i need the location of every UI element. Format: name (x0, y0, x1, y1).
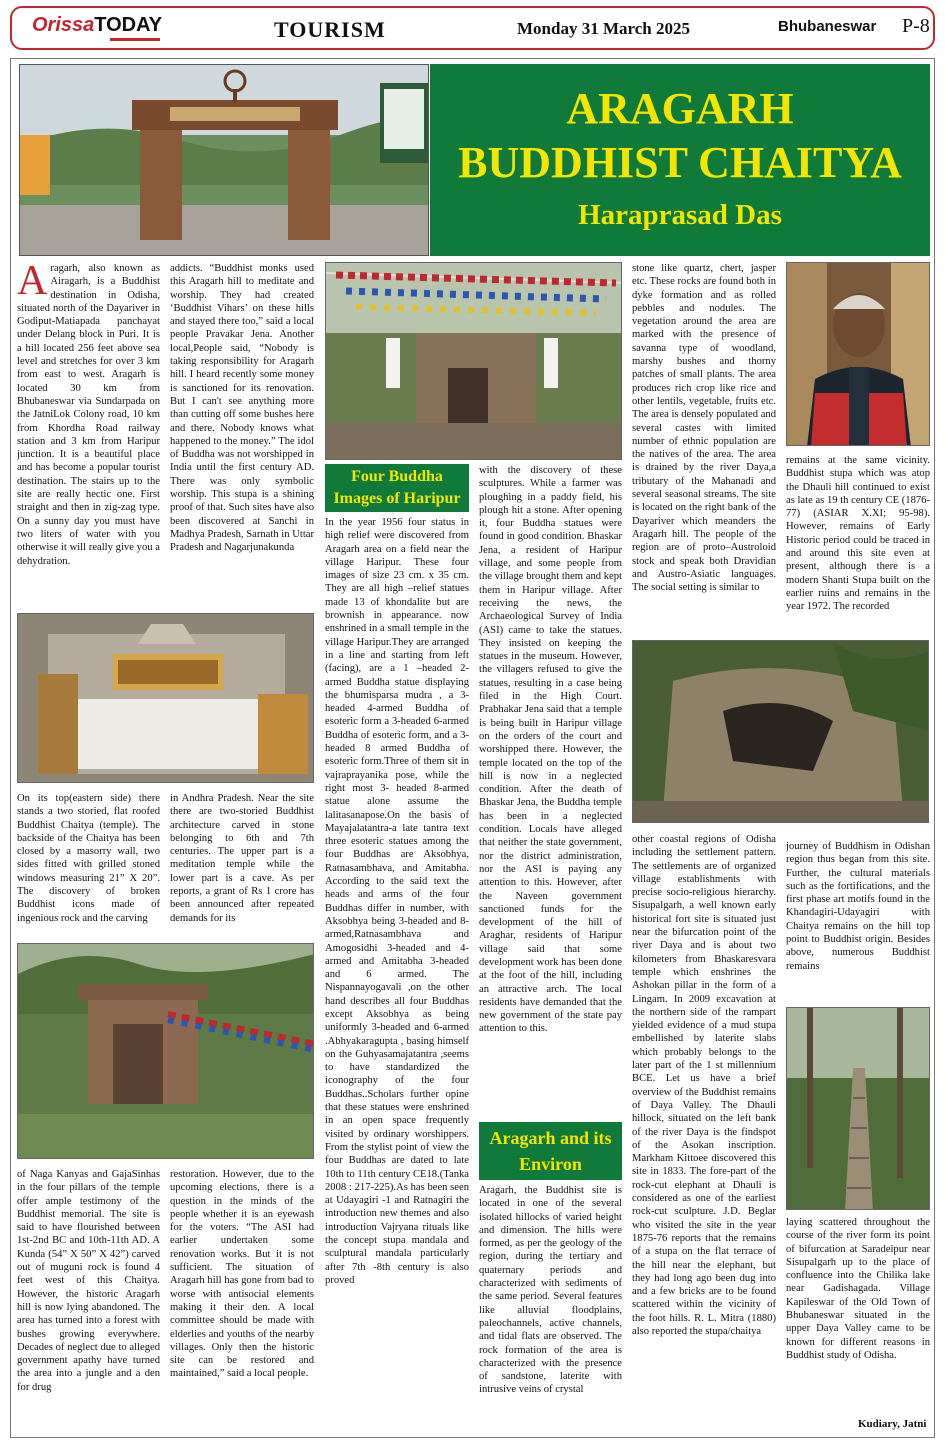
chaitya-ruin-photo (17, 943, 314, 1159)
body-text: ragarh, also known as Airagarh, is a Buddhist destination in Odisha, situated north of the Dayariver in Godiput-Matiapada panchayat under Delang block in Puri. It is a hill located 256 feet above sea level and stretches for over 3 km from east to west. Aragarh is located 30 km from Bhubaneswar via Sundarpada on the JatniLok Colony road, 10 km from Khordha Road railway station and 3 km from Haripur junction. It is a beautiful place and has become a popular tourist destination. The stairs up to the site are really hectic one. First straight and then in zig-zag type. On a sunny day you must have two liters of water with you otherwise it will really give you a dehydration. (17, 263, 160, 567)
body-col5-top: stone like quartz, chert, jasper etc. These rocks are found both in dyke formation and as rolled pebbles and nodules. The vegetation around the area are marked with the presence of savanna type of woodland, marshy bushes and thorny patches of small plants. The area produces rich crop like rice and other lentils, vegetable, fruits etc. The area is densely populated and several castes with limited number of ethnic population are the natives of the area. The area is drained by the river Daya,a tributary of the Mahanadi and several seasonal streams. The site is located on the right bank of the Dayariver which meanders the Aragarh hill. The people of the region are of proto–Austroloid stock and speak both Dravidian and Austro-Asiatic languages. The social setting is similar to (632, 263, 776, 594)
photo-credit: Kudiary, Jatni (858, 1418, 927, 1430)
body-col1-mid: On its top(eastern side) there stands a two storied, flat roofed Buddhist Chaitya (temple). The backside of the Chaitya has been closed by a masorry wall, two sides fitted with grilled stoned windows measuring 21” X 20”. The discovery of broken Buddhist icons made of ingenious rock and the carving (17, 793, 160, 924)
body-col6-bottom: laying scattered throughout the course of the river form its point of bifurcation at Saradeipur near Sisupalgarh up to the place of confluence into the Chilika lake near Gadishagada. Village Kapileswar of the Old Town of Bhubaneswar situated in the upper Daya Valley came to be known for different reasons in Buddhist study of Odisha. (786, 1217, 930, 1361)
body-col2-bottom: restoration. However, due to the upcoming elections, there is a question in the minds of the people whether it is an eyewash for the voters. “The ASI had earlier undertaken some renovation works. But it is not sufficient. The situation of Aragarh hill has gone from bad to worse with antisocial elements making it their den. A local committee should be made with elderlies and youths of the nearby villages. Only then the historic site can be restored and maintained,” said a local people. (170, 1169, 314, 1380)
body-col4-bottom: Aragarh, the Buddhist site is located in one of the several isolated hillocks of varied height and dimension. The hills were formed, as per the geology of the region, during the tertiary and quaternary periods and characterized with sediments of the same period. Several features like alluvial floodplains, paleochannels, active channels, and tidal flats are observed. The rock formation of the area is characterized with the presence of sandstone, laterite with intrusive veins of crystal (479, 1185, 622, 1396)
body-col5-bottom: other coastal regions of Odisha including the settlement pattern. The settlements are of organized village establishments with precise socio-religious hierarchy. Sisupalgarh, a well known early historical fort site is situated just near the bifurcation point of the river Daya and is about two kilometers from Bhaskaresvara temple which enshrines the Ashokan pillar in the form of a Lingam. In 2009 excavation at the northern side of the rampart yielded evidence of a mud stupa embellished by laterite slabs which probably belongs to the later part of the 1 st millennium BCE. Let us have a brief overview of the Buddhist remains of Daya Valley. The Dhauli hillock, situated on the left bank of the river Daya is the findspot of the Asokan inscription. Markham Kittoee discovered this site in 1833. The fore-part of the rock-cut elephant at Dhauli is considered as one of the earliest rock-cut sculpture. J.D. Beglar who visited the site in the year 1875-76 reports that the remains of a stupa on the flat terrace of the hill near the elephant, but they had long ago been dug into and a few bricks are to be found scattered within the vicinity of the foot hills. R. L. Mitra (1880) also reported the stupa/chaitya (632, 834, 776, 1337)
headline-line-1: ARAGARH (566, 84, 794, 133)
headline-line-2: BUDDHIST CHAITYA (458, 138, 902, 187)
entrance-arch-photo (19, 64, 429, 256)
body-col6-top: remains at the same vicinity. Buddhist stupa which was atop the Dhauli hill continued to exist as late as 19 th century CE (1876-77) (ASIAR X.XI; 95-98). However, remains of Early Historic period could be traced in and around this site even at present, although there is a modern Shanti Stupa built on the earlier ruins and remains in the year 1972. The recorded (786, 455, 930, 613)
body-col2-mid: in Andhra Pradesh. Near the site there are two-storied Buddhist architecture carved in stone belonging to 6th and 7th centuries. The upper part is a meditation temple while the lower part is a cave. As per reports, a grant of Rs 1 crore has been announced after repeated demands for its (170, 793, 314, 924)
masthead (10, 6, 935, 50)
edition-city: Bhubaneswar (778, 18, 877, 35)
local-resident-portrait (786, 262, 930, 446)
forest-stairway-photo (786, 1007, 930, 1210)
body-col2-top: addicts. “Buddhist monks used this Aragarh hill to meditate and worship. They had created ‘Buddhist Vihars’ on these hills and stayed there too,” said a local people Pravakar Jena. Another local,People said, “Nobody is taking responsibility for Aragarh hill. I heard recently some money is sanctioned for its renovation. But I can't see anything more than cutting off some bushes here and there. Nobody knows what happened to the money.” The idol of Buddha was not worshipped in India until the first century AD. There was only symbolic worship. This stupa is a shining proof of that. Such sites have also been discovered at Sanchi in Madhya Pradesh, Sarnath in Uttar Pradesh and Nagarjunakunda (170, 263, 314, 554)
body-col3: In the year 1956 four status in high relief were discovered from Aragarh area on a field near the village Haripur. These four images of size 23 cm. x 35 cm. They are all high –relief statues made 13 of khondalite but are brownish in appearance. now enshrined in a small temple in the village Haripur.They are arranged in a line and starting from left (facing), are a 1 –headed 2- armed Buddha statue displaying the bhumisparsa mudra , a 3-headed 4-armed Buddha of esoteric form a 3-headed 6-armed Buddha of esoteric form, and a 3-headed 8 armed Buddha of esoteric form.Three of them sit in vajraprayanika pose, while the right most 3- headed 8-armed statue alone assume the lalitasanapose.On the basis of Mayajalatantra-a late tantra text three esoteric statues among the four Buddhas are Aksobhya, Ratnasambhava, and Amitabha. According to the said text the heads and arms of the four Buddhas differ in number, with Aksobhya being 3-headed and 8-armed,Ratnasambhava and Amogosidhi 3-headed and 4- armed and Amitabha 3-headed and 6 armed. The Nispannayogavali ,on the other hand describes all four Buddhas except Aksobhya as being uniformly 3-headed and 6-armed .Abhyakaragupta , basing himself on the Guhyasamajatantra ,seems to have standardized the iconography of the four Buddhas..Scholars further opine that these statues were enshrined in an open space frequently visited by ordinary worshippers. From the stylist point of view the four Buddhas are dated to late 10th to 11th century CE18.(Tanka 2008 : 217-225).As has been seen at Udayagiri -1 and Ratnagiri the introduction new themes and also introduction Vajryana rituals like the concept stupa mandala and sculptural mandala particularly after 7th -8th century is also proved (325, 517, 469, 1286)
body-col1-top (17, 262, 160, 605)
rock-kunda-photo (632, 640, 929, 823)
shrine-interior-photo (17, 613, 314, 783)
hilltop-temple-photo (325, 262, 622, 460)
section-title: TOURISM (274, 17, 386, 42)
issue-date: Monday 31 March 2025 (517, 19, 690, 38)
newspaper-logo[interactable] (32, 14, 162, 37)
headline (430, 82, 930, 190)
body-col1-bottom: of Naga Kanyas and GajaSinhas in the four pillars of the temple offer ample testimony of the Buddhist memorial. The site is said to have flourished between 1st-2nd BC and 10th-11th AD. A Kunda (54” X 50” X 42”) carved out of muguni rock is found 4 feet west of this Chaitya. However, the historic Aragarh hill is now lying abandoned. The area has turned into a forest with bushes growing everywhere. Decades of neglect due to alleged government apathy have turned the area into a jungle and a den for drug (17, 1169, 160, 1393)
page-number: P-8 (902, 15, 930, 37)
logo-underline (110, 38, 160, 41)
drop-cap: A (17, 262, 48, 304)
logo-orissa: Orissa (32, 14, 95, 36)
byline: Haraprasad Das (578, 199, 782, 231)
logo-today: TODAY (94, 14, 163, 36)
body-col4-top: with the discovery of these sculptures. While a farmer was ploughing in a paddy field, his plough hit a stone. After opening it, four Buddha statues were found in good condition. Bhaskar Jena, a resident of Haripur village, and some people from the village brought them and kept them in Haripur village. After receiving the news, the Archaeological Survey of India (ASI) came to take the statues. They insisted on keeping the statues in the museum. However, the villagers refused to give the statues, resulting in a case being filed in the High Court. Prabhakar Jena said that a temple is being built in Haripur village on the orders of the court and worshipped there. However, the temple located on the top of the hill is now in a neglected condition. After the death of Bhaskar Jena, the Buddha temple has been in a neglected condition. Locals have alleged that neither the state government, nor the district administration, nor the ASI is paying any attention to this. However, after the Naveen government sanctioned funds for the development of the hill of Araghar, residents of Haripur village said that some development work has been done at the foot of the hill, including an attractive arch. The local residents have demanded that the new government of the state pay attention to this. (479, 465, 622, 1035)
subhead-four-buddha: Four Buddha Images of Haripur (325, 464, 469, 512)
body-col6-mid: journey of Buddhism in Odishan region thus began from this site. Further, the cultural materials such as the fortifications, and the first phase art motifs found in the Khandagiri-Udayagiri with Chaitya remains on the hill top point to Buddhist origin. Besides above, numerous Buddhist remains (786, 841, 930, 972)
subhead-environ: Aragarh and its Environ (479, 1122, 622, 1180)
headline-block (430, 64, 930, 256)
